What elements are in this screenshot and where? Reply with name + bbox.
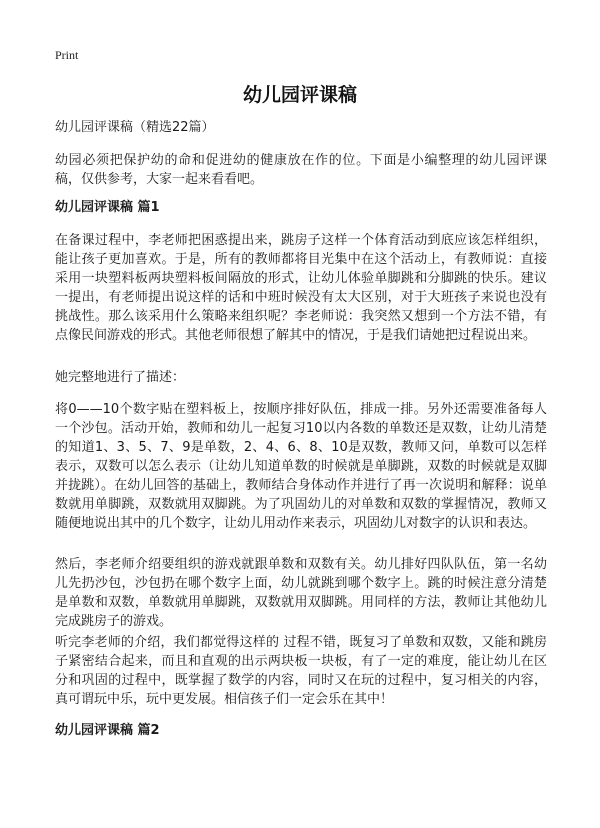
section-1-paragraph-4: 然后，李老师介绍要组织的游戏就跟单数和双数有关。幼儿排好四队队伍，第一名幼儿先扔沙包，沙包扔在哪个数字上面，幼儿就跳到哪个数字上。跳的时候注意分清楚是单数和双数，单数就用单脚跳，双数就用双脚跳。用同样的方法，教师让其他幼儿完成跳房子的游戏。 (55, 557, 547, 629)
section-1-paragraph-2: 她完整地进行了描述： (55, 370, 186, 385)
print-link[interactable]: Print (55, 48, 79, 62)
section-heading-1: 幼儿园评课稿 篇1 (55, 200, 160, 215)
page-title: 幼儿园评课稿 (242, 84, 357, 106)
intro-paragraph: 幼园必须把保护幼的命和促进幼的健康放在作的位。下面是小编整理的幼儿园评课稿，仅供参考，大家一起来看看吧。 (55, 153, 547, 187)
section-1-paragraph-5: 听完李老师的介绍，我们都觉得这样的 过程不错，既复习了单数和双数，又能和跳房子紧密结合起来，而且和直观的出示两块板一块板，有了一定的难度，能让幼儿在区分和巩固的过程中，既掌握了数学的内容，同时又在玩的过程中，复习相关的内容，真可谓玩中乐，玩中更发展。相信孩子们一定会乐在其中！ (55, 635, 547, 707)
document-subtitle: 幼儿园评课稿（精选22篇） (55, 120, 215, 135)
section-1-paragraph-3: 将0——10个数字贴在塑料板上，按顺序排好队伍，排成一排。另外还需要准备每人一个沙包。活动开始，教师和幼儿一起复习10以内各数的单数还是双数，让幼儿清楚的知道1、3、5、7、9是单数，2、4、6、8、10是双数，教师又问，单数可以怎样表示，双数可以怎么表示（让幼儿知道单数的时候就是单脚跳，双数的时候就是双脚并拢跳）。在幼儿回答的基础上，教师结合身体动作并进行了再一次说明和解释：说单数就用单脚跳，双数就用双脚跳。为了巩固幼儿的对单数和双数的掌握情况，教师又随便地说出其中的几个数字，让幼儿用动作来表示，巩固幼儿对数字的认识和表达。 (55, 402, 547, 531)
section-1-paragraph-1: 在备课过程中，李老师把困惑提出来，跳房子这样一个体育活动到底应该怎样组织，能让孩子更加喜欢。于是，所有的教师都将目光集中在这个活动上，有教师说：直接采用一块塑料板两块塑料板间隔放的形式，让幼儿体验单脚跳和分脚跳的快乐。建议一提出，有老师提出说这样的话和中班时候没有太大区别，对于大班孩子来说也没有挑战性。那么该采用什么策略来组织呢？李老师说：我突然又想到一个方法不错，有点像民间游戏的形式。其他老师很想了解其中的情况，于是我们请她把过程说出来。 (55, 233, 547, 343)
section-heading-2: 幼儿园评课稿 篇2 (55, 723, 160, 738)
